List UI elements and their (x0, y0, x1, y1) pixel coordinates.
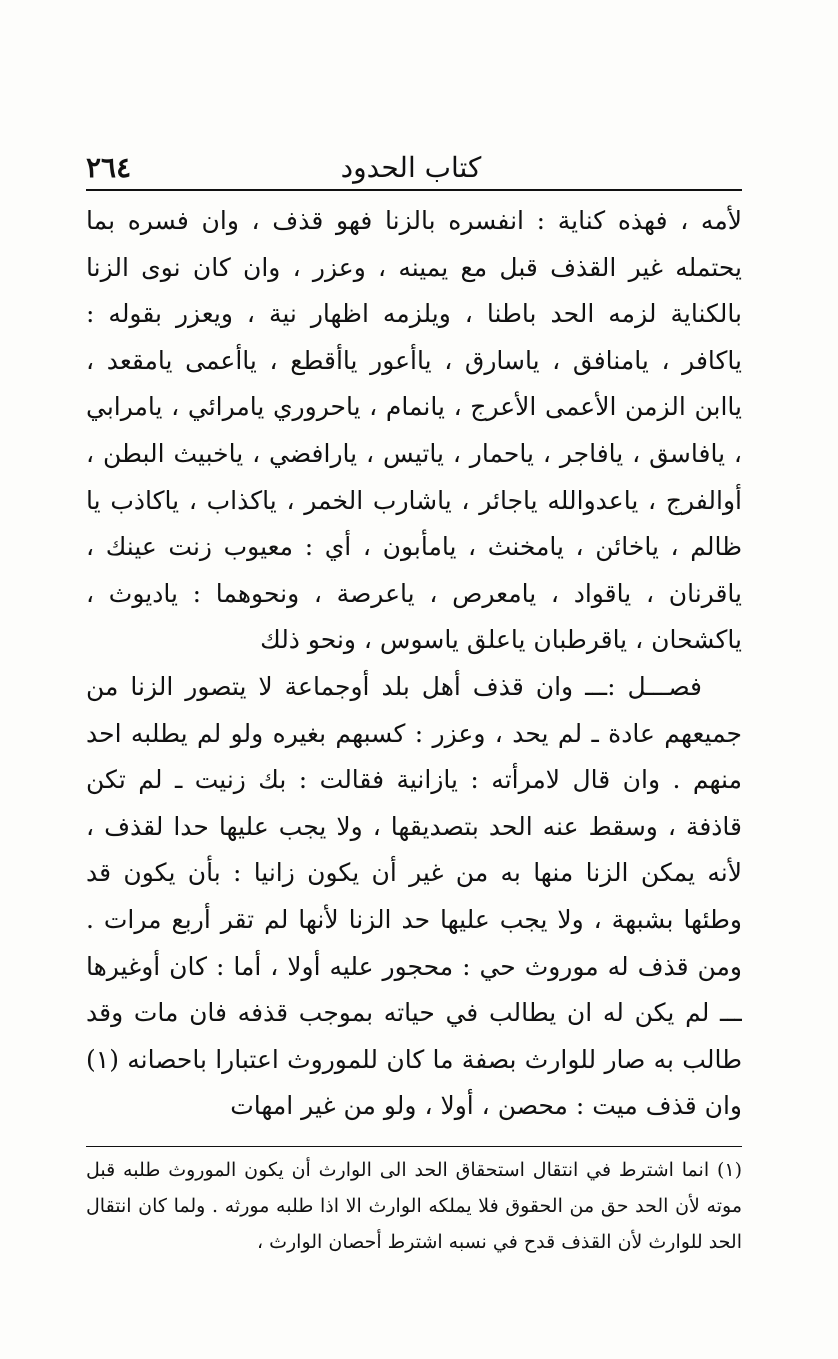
footnote (86, 1152, 742, 1272)
page-number: ٢٦٤ (86, 151, 132, 184)
paragraph: لأمه ، فهذه كناية : انفسره بالزنا فهو قذف ، وان فسره بما يحتمله غير القذف قبل مع يمينه ، وعزر ، وان كان نوى الزنا بالكناية لزمه الحد باطنا ، ويلزمه اظهار نية ، ويعزر بقوله : ياكافر ، يامنافق ، ياسارق ، ياأعور ياأقطع ، ياأعمى يامقعد ، ياابن الزمن الأعمى الأعرج ، يانمام ، ياحروري يامرائي ، يامرابي ، يافاسق ، يافاجر ، ياحمار ، ياتيس ، يارافضي ، ياخبيث البطن ، أوالفرج ، ياعدوالله ياجائر ، ياشارب الخمر ، ياكذاب ، ياكاذب يا ظالم ، ياخائن ، يامخنث ، يامأبون ، أي : معيوب زنت عينك ، ياقرنان ، ياقواد ، يامعرص ، ياعرصة ، ونحوهما : ياديوث ، ياكشحان ، ياقرطبان ياعلق ياسوس ، ونحو ذلك (86, 206, 742, 655)
header-rule (86, 189, 742, 191)
footnote-text: (١) انما اشترط في انتقال استحقاق الحد الى الوارث أن يكون الموروث طلبه قبل موته لأن الحد حق من الحقوق فلا يملكه الوارث الا اذا طلبه مورثه . ولما كان انتقال الحد للوارث لأن القذف قدح في نسبه اشترط أحصان الوارث ، (86, 1159, 742, 1253)
footnote-rule (86, 1146, 742, 1147)
running-title: كتاب الحدود (340, 151, 482, 184)
page-header (86, 150, 742, 188)
main-text (86, 198, 742, 1130)
paragraph: فصـــل :ـــ وان قذف أهل بلد أوجماعة لا يتصور الزنا من جميعهم عادة ـ لم يحد ، وعزر : كسبهم بغيره ولو لم يطلبه احد منهم . وان قال لامرأته : يازانية فقالت : بك زنيت ـ لم تكن قاذفة ، وسقط عنه الحد بتصديقها ، ولا يجب عليها حدا لقذف ، لأنه يمكن الزنا منها به من غير أن يكون زانيا : بأن يكون قد وطئها بشبهة ، ولا يجب عليها حد الزنا لأنها لم تقر أربع مرات . ومن قذف له موروث حي : محجور عليه أولا ، أما : كان أوغيرها ـــ لم يكن له ان يطالب في حياته بموجب قذفه فان مات وقد طالب به صار للوارث بصفة ما كان للموروث اعتبارا باحصانه (١) وان قذف ميت : محصن ، أولا ، ولو من غير امهات (86, 671, 742, 1121)
